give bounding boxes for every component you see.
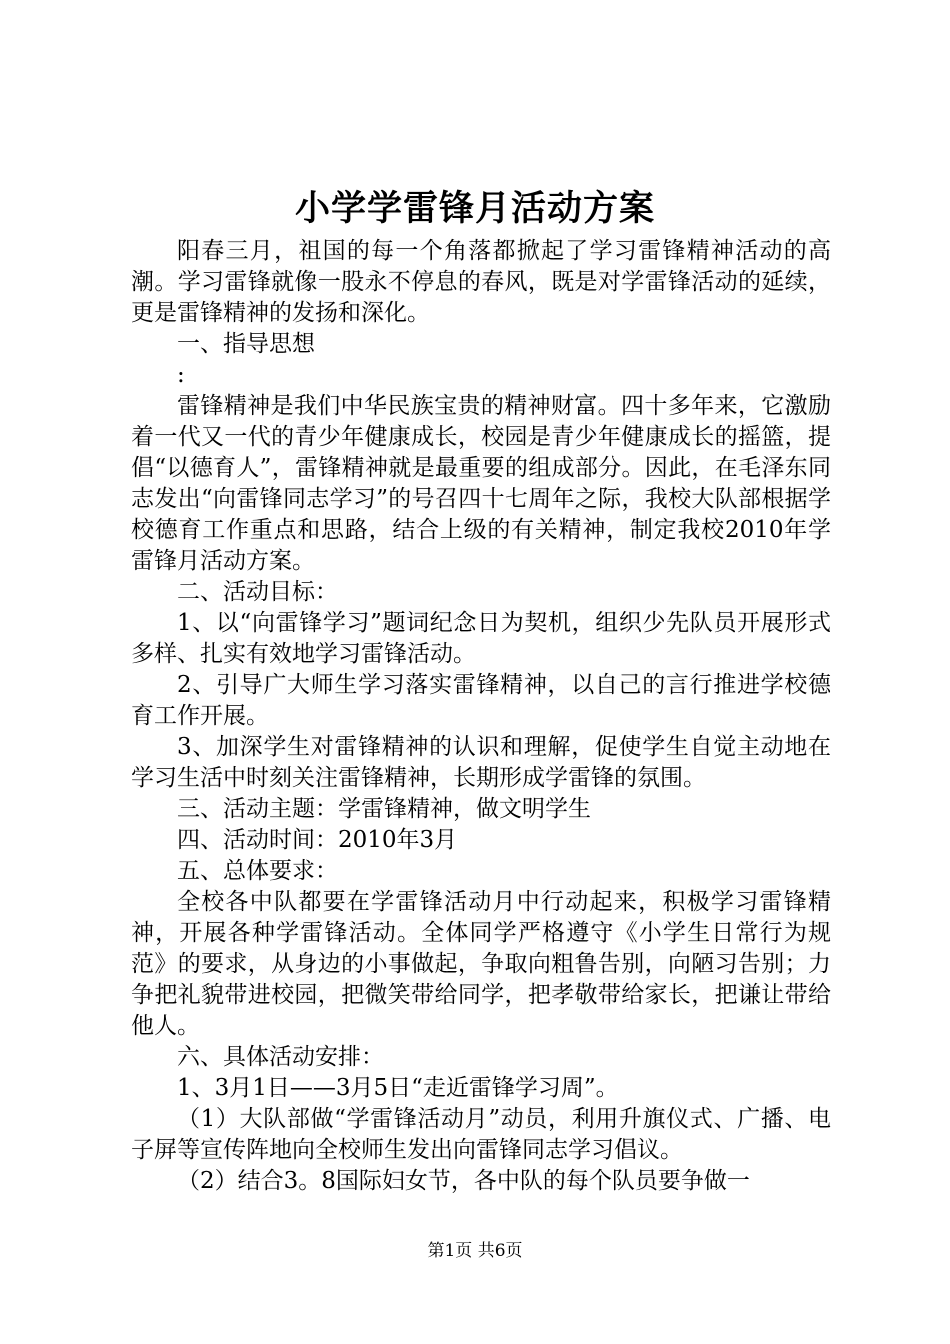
section-heading-time: 四、活动时间：2010年3月 <box>177 827 458 853</box>
section-heading-requirements: 五、总体要求： <box>177 858 338 884</box>
page-footer: 第1页 共6页 <box>427 1241 523 1261</box>
section-heading-goals: 二、活动目标： <box>177 579 338 605</box>
requirements-paragraph: 全校各中队都要在学雷锋活动月中行动起来，积极学习雷锋精神，开展各种学雷锋活动。全体同学严格遵守《小学生日常行为规范》的要求，从身边的小事做起，争取向粗鲁告别，向陋习告别；力争把礼貌带进校园，把微笑带给同学，把孝敬带给家长，把谦让带给他人。 <box>131 889 831 1039</box>
guiding-ideology-paragraph: 雷锋精神是我们中华民族宝贵的精神财富。四十多年来，它激励着一代又一代的青少年健康成长，校园是青少年健康成长的摇篮，提倡“以德育人”，雷锋精神就是最重要的组成部分。因此，在毛泽东同志发出“向雷锋同志学习”的号召四十七周年之际，我校大队部根据学校德育工作重点和思路，结合上级的有关精神，制定我校2010年学雷锋月活动方案。 <box>131 393 831 574</box>
section-heading-theme: 三、活动主题：学雷锋精神，做文明学生 <box>177 796 591 822</box>
goal-item-3: 3、加深学生对雷锋精神的认识和理解，促使学生自觉主动地在学习生活中时刻关注雷锋精神，长期形成学雷锋的氛围。 <box>131 734 831 791</box>
stray-colon: : <box>177 362 185 388</box>
document-title: 小学学雷锋月活动方案 <box>294 188 655 229</box>
intro-paragraph: 阳春三月，祖国的每一个角落都掀起了学习雷锋精神活动的高潮。学习雷锋就像一股永不停息的春风，既是对学雷锋活动的延续，更是雷锋精神的发扬和深化。 <box>131 238 831 326</box>
section-heading-arrangements: 六、具体活动安排： <box>177 1044 384 1070</box>
arrangement-subitem-2: （2）结合3。8国际妇女节，各中队的每个队员要争做一 <box>177 1168 750 1194</box>
document-body <box>131 236 831 1197</box>
goal-item-1: 1、以“向雷锋学习”题词纪念日为契机，组织少先队员开展形式多样、扎实有效地学习雷锋活动。 <box>131 610 831 667</box>
arrangement-item-1: 1、3月1日——3月5日“走近雷锋学习周”。 <box>177 1075 619 1101</box>
goal-item-2: 2、引导广大师生学习落实雷锋精神，以自己的言行推进学校德育工作开展。 <box>131 672 831 729</box>
arrangement-subitem-1: （1）大队部做“学雷锋活动月”动员，利用升旗仪式、广播、电子屏等宣传阵地向全校师生发出向雷锋同志学习倡议。 <box>131 1106 831 1163</box>
section-heading-guiding-ideology: 一、指导思想 <box>177 331 315 357</box>
